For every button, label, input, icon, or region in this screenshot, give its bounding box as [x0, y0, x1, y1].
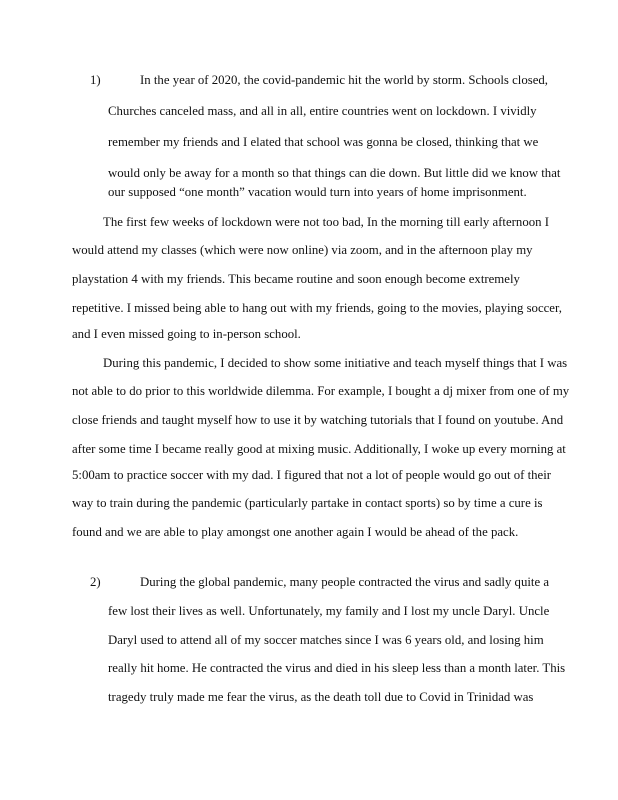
text-line: after some time I became really good at mixing music. Additionally, I woke up every morning at — [72, 442, 566, 456]
text-line: The first few weeks of lockdown were not too bad, In the morning till early afternoon I — [103, 215, 549, 229]
text-line: remember my friends and I elated that school was gonna be closed, thinking that we — [108, 135, 539, 149]
text-line: found and we are able to play amongst one another again I would be ahead of the pack. — [72, 525, 519, 539]
text-line: During this pandemic, I decided to show some initiative and teach myself things that I was — [103, 356, 568, 370]
text-line: would only be away for a month so that things can die down. But little did we know that — [108, 166, 561, 180]
text-line: really hit home. He contracted the virus and died in his sleep less than a month later. This — [108, 661, 566, 675]
text-line: close friends and taught myself how to use it by watching tutorials that I found on youtube. And — [72, 413, 564, 427]
text-line: tragedy truly made me fear the virus, as the death toll due to Covid in Trinidad was — [108, 690, 534, 704]
text-line: repetitive. I missed being able to hang out with my friends, going to the movies, playing soccer, — [72, 301, 562, 315]
text-line: 5:00am to practice soccer with my dad. I figured that not a lot of people would go out of their — [72, 468, 552, 482]
text-line: our supposed “one month” vacation would turn into years of home imprisonment. — [108, 185, 527, 199]
text-line: In the year of 2020, the covid-pandemic hit the world by storm. Schools closed, — [140, 73, 548, 87]
text-line: Daryl used to attend all of my soccer matches since I was 6 years old, and losing him — [108, 633, 544, 647]
item-number: 1) — [90, 73, 101, 87]
text-line: way to train during the pandemic (particularly partake in contact sports) so by time a cure is — [72, 496, 543, 510]
text-line: few lost their lives as well. Unfortunately, my family and I lost my uncle Daryl. Uncle — [108, 604, 550, 618]
item-number: 2) — [90, 575, 101, 589]
text-line: Churches canceled mass, and all in all, entire countries went on lockdown. I vividly — [108, 104, 537, 118]
text-line: and I even missed going to in-person school. — [72, 327, 301, 341]
text-line: During the global pandemic, many people contracted the virus and sadly quite a — [140, 575, 550, 589]
text-line: not able to do prior to this worldwide dilemma. For example, I bought a dj mixer from one of my — [72, 384, 570, 398]
text-line: playstation 4 with my friends. This became routine and soon enough become extremely — [72, 272, 520, 286]
text-line: would attend my classes (which were now online) via zoom, and in the afternoon play my — [72, 243, 533, 257]
